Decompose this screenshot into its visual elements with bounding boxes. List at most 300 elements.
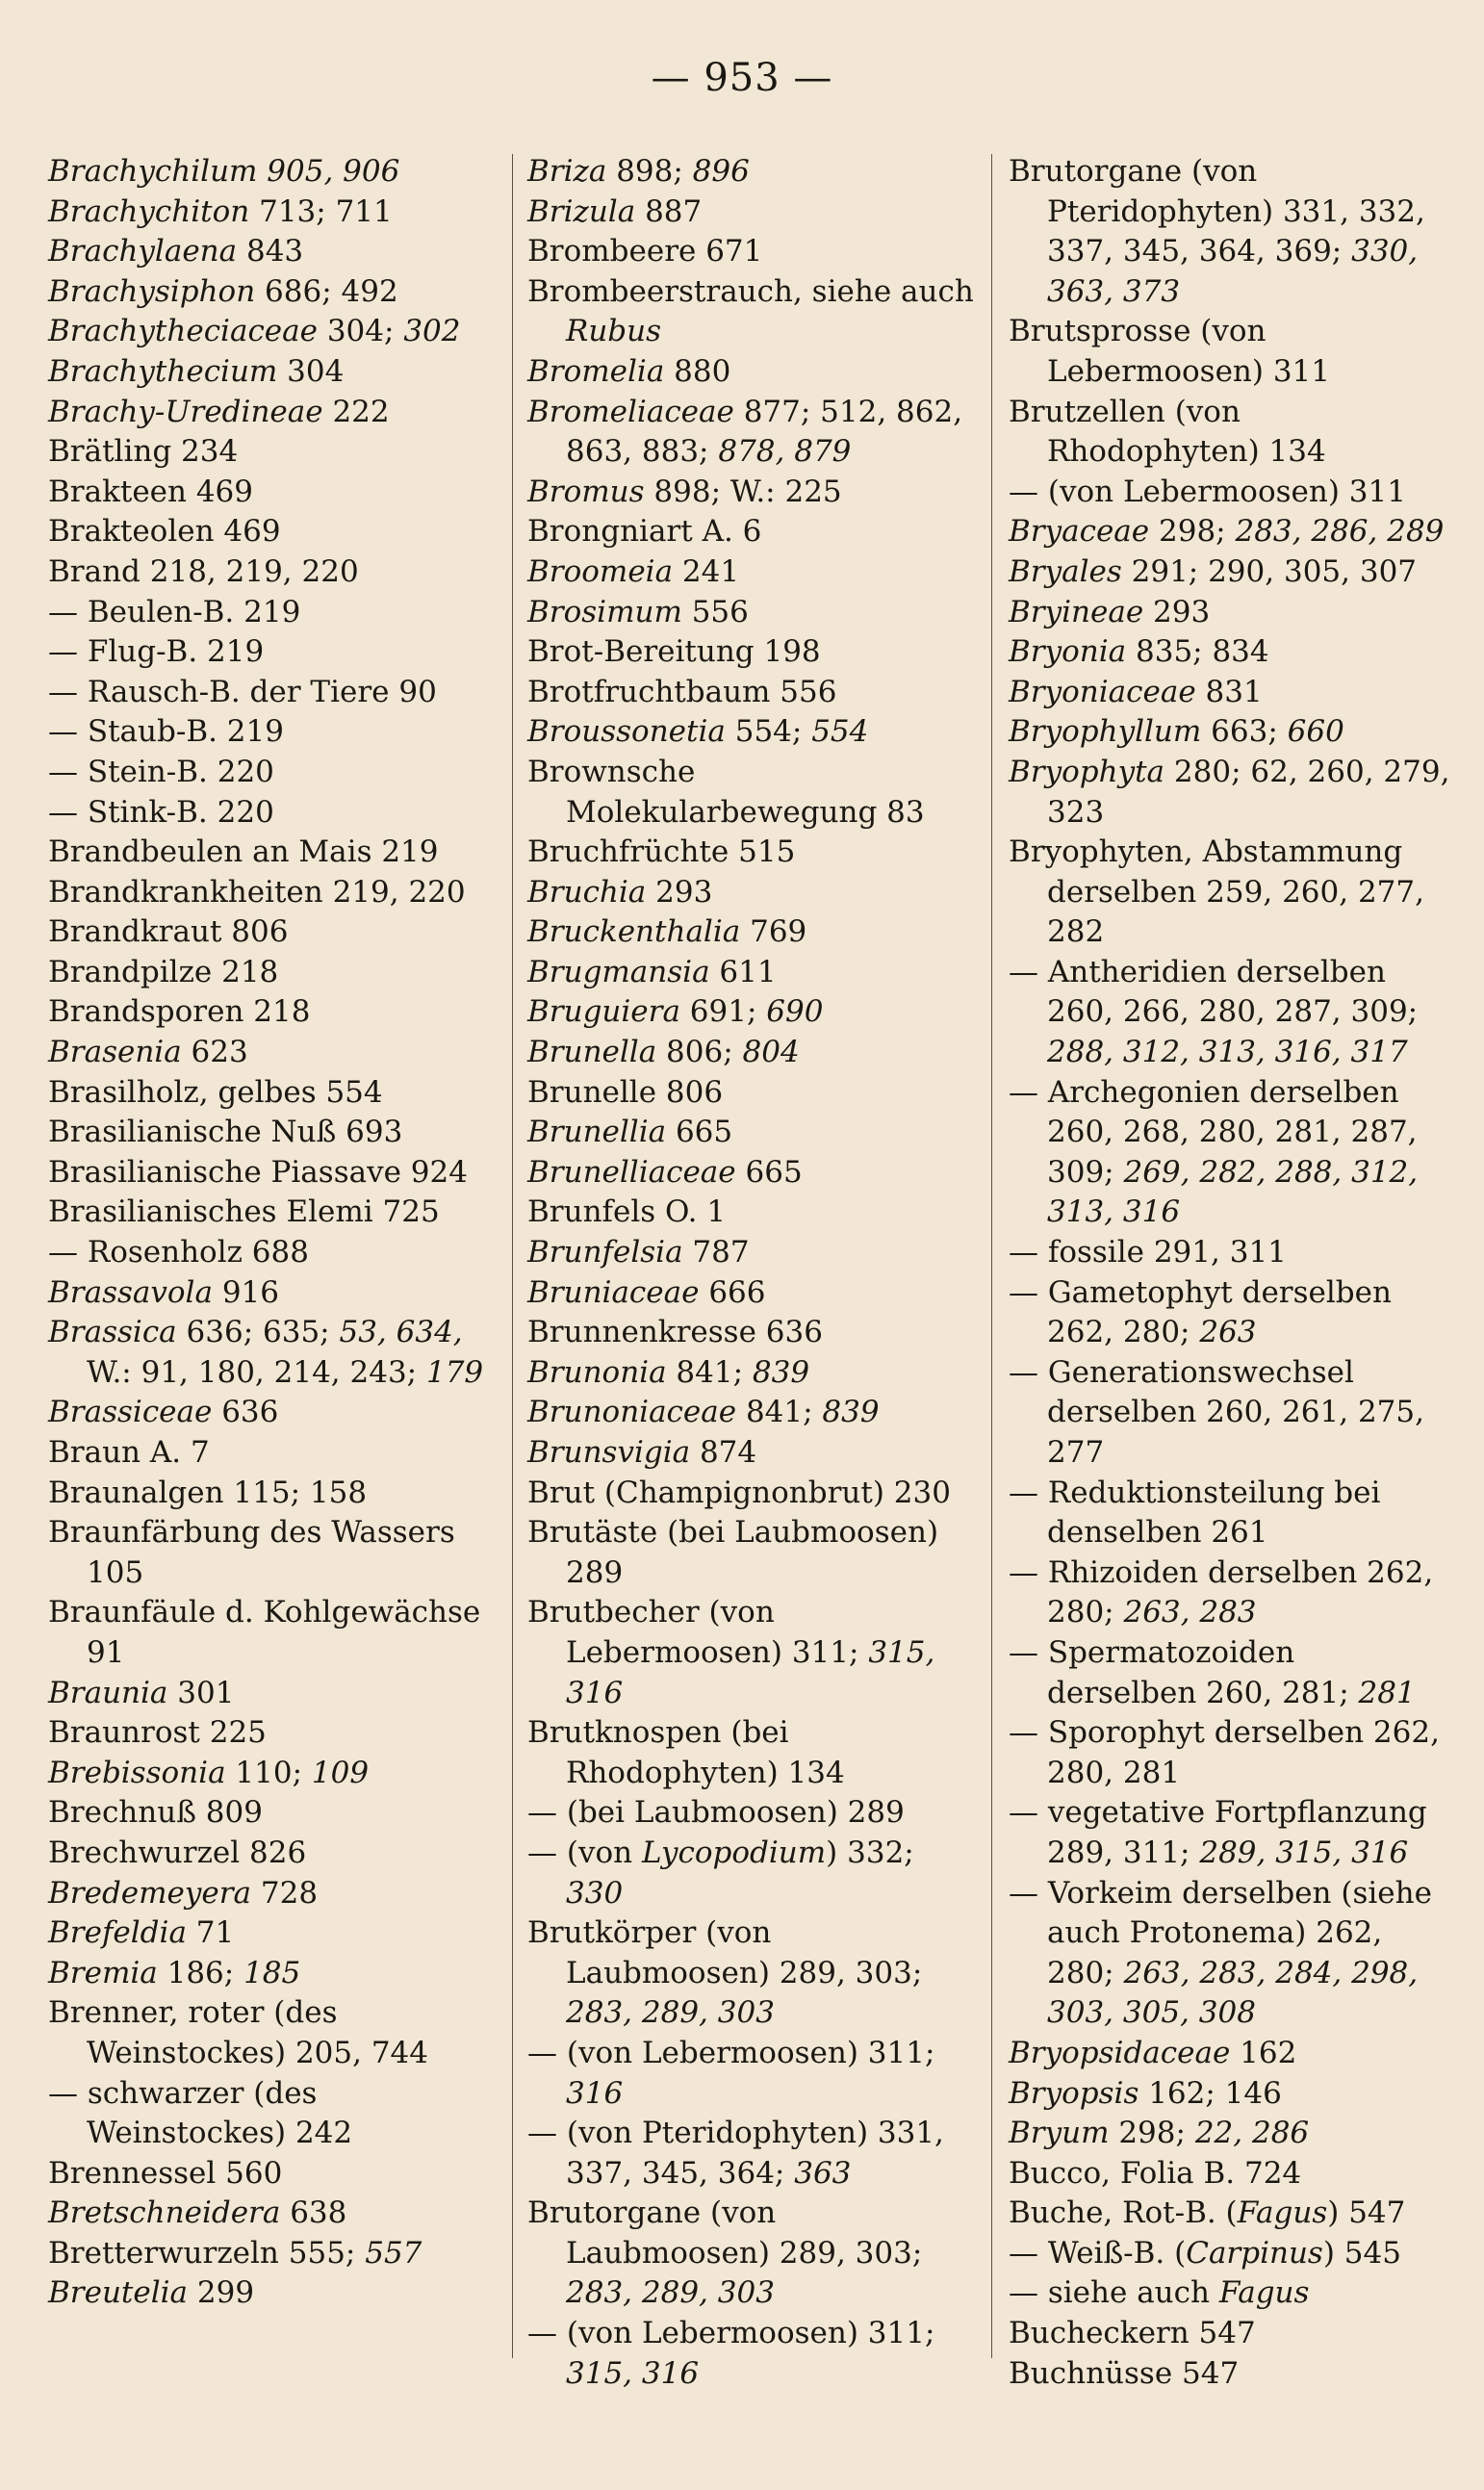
entry-text: 660 xyxy=(1287,714,1344,750)
entry-text: Brachychiton xyxy=(48,193,250,229)
index-entry xyxy=(1009,2194,1453,2234)
index-entry xyxy=(48,2273,510,2314)
index-entry xyxy=(1009,152,1453,312)
index-entry xyxy=(48,1713,510,1754)
entry-text: Brechnuß 809 xyxy=(48,1795,263,1831)
index-entry xyxy=(1009,753,1453,833)
entry-text: Brunelle 806 xyxy=(527,1074,724,1110)
entry-text: 880 xyxy=(664,353,731,389)
index-entry xyxy=(527,1313,975,1353)
index-entry xyxy=(1009,2314,1453,2354)
entry-text: 293 xyxy=(646,874,713,910)
entry-text: 835; 834 xyxy=(1126,634,1269,670)
index-entry xyxy=(1009,2154,1453,2195)
entry-text: Brutknospen (bei Rhodophyten) 134 xyxy=(527,1715,845,1790)
entry-text: — Flug-B. 219 xyxy=(48,634,265,670)
index-entry xyxy=(48,1033,510,1073)
entry-text: Bryopsis xyxy=(1009,2075,1139,2111)
entry-text: 638 xyxy=(280,2195,347,2231)
entry-text: Brotfruchtbaum 556 xyxy=(527,674,837,709)
index-entry xyxy=(48,1834,510,1874)
index-entry xyxy=(48,1273,510,1314)
index-entry xyxy=(1009,1553,1453,1633)
index-entry xyxy=(527,1273,975,1314)
entry-text: 557 xyxy=(365,2235,422,2271)
entry-text: 162 xyxy=(1230,2035,1297,2070)
entry-text: 691; xyxy=(679,994,767,1030)
index-entry xyxy=(527,1433,975,1474)
index-entry xyxy=(1009,2034,1453,2074)
entry-text: — Beulen-B. 219 xyxy=(48,594,301,629)
entry-text: 874 xyxy=(690,1435,757,1470)
entry-text: Bryineae xyxy=(1009,594,1144,629)
entry-text: Brownsche Molekularbewegung 83 xyxy=(527,754,925,830)
entry-text: Brachysiphon xyxy=(48,273,256,309)
entry-text: 291; 290, 305, 307 xyxy=(1121,553,1418,589)
entry-text: Brassiceae xyxy=(48,1395,213,1430)
entry-text: Brenner, roter (des Weinstockes) 205, 744 xyxy=(48,1995,428,2070)
entry-text: Bryales xyxy=(1009,553,1122,589)
entry-text: 623 xyxy=(181,1035,248,1070)
entry-text: Brefeldia xyxy=(48,1915,187,1951)
index-entry xyxy=(48,1674,510,1714)
entry-text: 728 xyxy=(251,1875,319,1911)
entry-text: 363 xyxy=(794,2155,852,2191)
index-entry xyxy=(527,712,975,753)
entry-text: Rubus xyxy=(566,314,662,349)
index-entry xyxy=(527,912,975,953)
index-column-1 xyxy=(48,152,510,2314)
index-entry xyxy=(527,1353,975,1394)
index-entry xyxy=(527,193,975,233)
entry-text: Brasenia xyxy=(48,1035,182,1070)
index-entry xyxy=(48,2074,510,2154)
entry-text: 283, 289, 303 xyxy=(566,2275,775,2311)
entry-text: 877; 512, 862, 863, 883; xyxy=(566,394,963,470)
entry-text: 263 xyxy=(1199,1315,1257,1350)
index-entry xyxy=(527,512,975,552)
entry-text: 263, 283, 284, 298, 303, 305, 308 xyxy=(1047,1955,1419,2031)
entry-text: 298; xyxy=(1149,514,1236,550)
entry-text: Bretschneidera xyxy=(48,2195,281,2231)
entry-text: Braunfäule d. Kohlgewächse 91 xyxy=(48,1595,481,1670)
entry-text: Carpinus xyxy=(1186,2235,1323,2271)
index-entry xyxy=(527,232,975,272)
index-entry xyxy=(527,473,975,513)
entry-text: 554 xyxy=(811,714,869,750)
index-entry xyxy=(48,1313,510,1393)
entry-text: — Antheridien derselben 260, 266, 280, 287, 309; xyxy=(1009,954,1419,1030)
entry-text: 841; xyxy=(666,1354,753,1390)
index-entry xyxy=(527,1793,975,1834)
entry-text: Brakteolen 469 xyxy=(48,514,281,550)
index-entry xyxy=(1009,552,1453,593)
entry-text: Bretterwurzeln 555; xyxy=(48,2235,366,2271)
entry-text: Buche, Rot-B. ( xyxy=(1009,2195,1238,2231)
entry-text: 316 xyxy=(566,2075,624,2111)
entry-text: 304 xyxy=(277,353,345,389)
entry-text: Brandpilze 218 xyxy=(48,954,279,989)
index-entry xyxy=(48,2194,510,2234)
entry-text: Breutelia xyxy=(48,2275,189,2311)
index-entry xyxy=(48,1153,510,1194)
entry-text: Lycopodium xyxy=(641,1835,827,1870)
entry-text: Brand 218, 219, 220 xyxy=(48,553,359,589)
entry-text: Brassica xyxy=(48,1315,177,1350)
index-entry xyxy=(48,512,510,552)
entry-text: — siehe auch xyxy=(1009,2275,1219,2311)
entry-text: Braun A. 7 xyxy=(48,1435,210,1470)
index-entry xyxy=(1009,1273,1453,1353)
index-entry xyxy=(48,352,510,393)
entry-text: Bryophyta xyxy=(1009,754,1165,789)
index-entry xyxy=(527,673,975,713)
entry-text: Brandbeulen an Mais 219 xyxy=(48,834,439,870)
entry-text: Brunonia xyxy=(527,1354,667,1390)
entry-text: Bucheckern 547 xyxy=(1009,2316,1256,2351)
index-entry xyxy=(527,1713,975,1793)
entry-text: 769 xyxy=(740,914,807,950)
entry-text: Fagus xyxy=(1237,2195,1328,2231)
entry-text: Braunfärbung des Wassers 105 xyxy=(48,1515,455,1590)
entry-text: — Vorkeim derselben (siehe auch Protonema) 262, 280; xyxy=(1009,1875,1432,1990)
entry-text: ) 332; xyxy=(826,1835,914,1870)
entry-text: — Stein-B. 220 xyxy=(48,754,274,789)
entry-text: 241 xyxy=(673,553,740,589)
entry-text: Bremia xyxy=(48,1955,158,1990)
entry-text: — Stink-B. 220 xyxy=(48,794,274,830)
entry-text: 690 xyxy=(766,994,824,1030)
index-entry xyxy=(1009,1793,1453,1873)
entry-text: — (bei Laubmoosen) 289 xyxy=(527,1795,905,1831)
entry-text: Brutäste (bei Laubmoosen) 289 xyxy=(527,1515,939,1590)
index-entry xyxy=(527,152,975,193)
entry-text: — Spermatozoiden derselben 260, 281; xyxy=(1009,1634,1359,1710)
index-entry xyxy=(527,2034,975,2114)
entry-text: Bromus xyxy=(527,474,645,509)
entry-text: Brutorgane (von Pteridophyten) 331, 332, 337, 345, 364, 369; xyxy=(1009,154,1425,270)
entry-text: Brandkrankheiten 219, 220 xyxy=(48,874,466,910)
entry-text: 109 xyxy=(311,1755,370,1790)
entry-text: Briza xyxy=(527,154,607,189)
entry-text: 280; 62, 260, 279, 323 xyxy=(1047,754,1450,830)
index-entry xyxy=(1009,1353,1453,1474)
index-entry xyxy=(48,193,510,233)
index-entry xyxy=(1009,953,1453,1073)
entry-text: 787 xyxy=(682,1235,750,1271)
entry-text: Bucco, Folia B. 724 xyxy=(1009,2155,1302,2191)
entry-text: 556 xyxy=(681,594,749,629)
index-entry xyxy=(48,1513,510,1593)
index-entry xyxy=(48,953,510,993)
entry-text: Bredemeyera xyxy=(48,1875,252,1911)
index-entry xyxy=(527,552,975,593)
entry-text: — Sporophyt derselben 262, 280, 281 xyxy=(1009,1715,1440,1790)
entry-text: Brachythecium xyxy=(48,353,278,389)
entry-text: — Gametophyt derselben 262, 280; xyxy=(1009,1274,1392,1350)
entry-text: Brot-Bereitung 198 xyxy=(527,634,821,670)
entry-text: 887 xyxy=(635,193,703,229)
entry-text: Brizula xyxy=(527,193,636,229)
entry-text: 636; 635; xyxy=(176,1315,340,1350)
entry-text: 281 xyxy=(1358,1675,1416,1710)
entry-text: 315, 316 xyxy=(566,1634,935,1710)
index-entry xyxy=(48,473,510,513)
index-column-3 xyxy=(1009,152,1453,2394)
index-entry xyxy=(48,1433,510,1474)
entry-text: Brandsporen 218 xyxy=(48,994,311,1030)
entry-text: Brasilholz, gelbes 554 xyxy=(48,1074,383,1110)
entry-text: 289, 315, 316 xyxy=(1199,1835,1409,1870)
entry-text: Brachy-Uredineae xyxy=(48,394,323,429)
entry-text: Bruckenthalia xyxy=(527,914,741,950)
entry-text: Brunnenkresse 636 xyxy=(527,1315,823,1350)
index-entry xyxy=(1009,632,1453,673)
entry-text: Brätling 234 xyxy=(48,434,239,470)
entry-text: ) 547 xyxy=(1327,2195,1406,2231)
entry-text: 222 xyxy=(322,394,390,429)
index-entry xyxy=(527,1153,975,1194)
entry-text: Braunia xyxy=(48,1675,168,1710)
index-entry xyxy=(48,152,510,193)
index-entry xyxy=(527,833,975,873)
entry-text: 263, 283 xyxy=(1123,1595,1257,1630)
entry-text: 554; xyxy=(725,714,812,750)
index-entry xyxy=(48,753,510,793)
entry-text: 665 xyxy=(666,1115,733,1150)
index-entry xyxy=(48,1233,510,1273)
entry-text: Bruchia xyxy=(527,874,647,910)
page-number: — 953 — xyxy=(651,56,833,100)
entry-text: 839 xyxy=(752,1354,810,1390)
index-entry xyxy=(48,673,510,713)
entry-text: Brennessel 560 xyxy=(48,2155,283,2191)
index-entry xyxy=(48,2154,510,2195)
entry-text: — Archegonien derselben 260, 268, 280, 281, 287, 309; xyxy=(1009,1074,1418,1190)
entry-text: Braunalgen 115; 158 xyxy=(48,1475,368,1510)
entry-text: ) 545 xyxy=(1322,2235,1401,2271)
index-entry xyxy=(1009,2234,1453,2274)
entry-text: Brachylaena xyxy=(48,234,238,270)
index-entry xyxy=(48,793,510,834)
index-entry xyxy=(48,632,510,673)
entry-text: Brandkraut 806 xyxy=(48,914,289,950)
entry-text: Brutkörper (von Laubmoosen) 289, 303; xyxy=(527,1915,923,1990)
index-entry xyxy=(527,1593,975,1713)
entry-text: Brachychilum 905, 906 xyxy=(48,154,400,189)
index-entry xyxy=(48,393,510,433)
entry-text: Brakteen 469 xyxy=(48,474,254,509)
entry-text: Bromelia xyxy=(527,353,665,389)
entry-text: 839 xyxy=(822,1395,880,1430)
entry-text: 831 xyxy=(1195,674,1263,709)
entry-text: — vegetative Fortpflanzung 289, 311; xyxy=(1009,1795,1427,1870)
entry-text: Brunfels O. 1 xyxy=(527,1194,727,1230)
index-entry xyxy=(527,1913,975,2034)
entry-text: 330, 363, 373 xyxy=(1047,234,1419,309)
entry-text: Brutbecher (von Lebermoosen) 311; xyxy=(527,1595,869,1670)
entry-text: 302 xyxy=(403,314,461,349)
entry-text: 611 xyxy=(709,954,777,989)
index-entry xyxy=(1009,512,1453,552)
entry-text: 269, 282, 288, 312, 313, 316 xyxy=(1047,1154,1419,1230)
index-entry xyxy=(48,833,510,873)
entry-text: 288, 312, 313, 316, 317 xyxy=(1047,1035,1408,1070)
index-entry xyxy=(527,753,975,833)
entry-text: 841; xyxy=(736,1395,823,1430)
entry-text: Bryonia xyxy=(1009,634,1127,670)
entry-text: — Rosenholz 688 xyxy=(48,1235,309,1271)
index-entry xyxy=(1009,2354,1453,2395)
entry-text: 298; xyxy=(1109,2116,1195,2151)
entry-text: — Generationswechsel derselben 260, 261, 275, 277 xyxy=(1009,1354,1424,1470)
entry-text: Brombeere 671 xyxy=(527,234,763,270)
index-entry xyxy=(1009,1474,1453,1553)
index-entry xyxy=(1009,673,1453,713)
index-entry xyxy=(1009,393,1453,473)
index-entry xyxy=(48,232,510,272)
entry-text: — Reduktionsteilung bei denselben 261 xyxy=(1009,1475,1381,1551)
index-entry xyxy=(527,352,975,393)
entry-text: Bryoniaceae xyxy=(1009,674,1196,709)
entry-text: Brebissonia xyxy=(48,1755,226,1790)
index-entry xyxy=(48,2234,510,2274)
entry-text: — Rhizoiden derselben 262, 280; xyxy=(1009,1554,1434,1630)
entry-text: 686; 492 xyxy=(255,273,398,309)
entry-text: 806; xyxy=(656,1035,743,1070)
index-entry xyxy=(527,953,975,993)
entry-text: 898; xyxy=(606,154,693,189)
column-divider xyxy=(991,154,992,2358)
entry-text: Brasilianische Piassave 924 xyxy=(48,1154,468,1190)
index-entry xyxy=(527,1113,975,1153)
index-entry xyxy=(48,432,510,473)
entry-text: — (von Lebermoosen) 311; xyxy=(527,2035,935,2070)
entry-text: Brutsprosse (von Lebermoosen) 311 xyxy=(1009,314,1331,389)
index-entry xyxy=(527,2114,975,2194)
index-entry xyxy=(1009,2114,1453,2154)
index-entry xyxy=(48,1113,510,1153)
column-divider xyxy=(512,154,513,2358)
index-entry xyxy=(1009,1073,1453,1233)
index-entry xyxy=(527,2314,975,2394)
entry-text: 665 xyxy=(735,1154,803,1190)
index-entry xyxy=(48,912,510,953)
index-entry xyxy=(48,992,510,1033)
entry-text: 283, 289, 303 xyxy=(566,1995,775,2031)
entry-text: Brassavola xyxy=(48,1274,213,1310)
entry-text: 299 xyxy=(188,2275,255,2311)
index-entry xyxy=(48,1073,510,1114)
entry-text: W.: 91, 180, 214, 243; xyxy=(87,1354,426,1390)
entry-text: 916 xyxy=(212,1274,279,1310)
entry-text: Brut (Champignonbrut) 230 xyxy=(527,1475,951,1510)
entry-text: 22, 286 xyxy=(1194,2116,1310,2151)
index-entry xyxy=(527,1073,975,1114)
index-column-2 xyxy=(527,152,975,2394)
entry-text: Brongniart A. 6 xyxy=(527,514,762,550)
index-entry xyxy=(48,1954,510,1994)
index-entry xyxy=(48,873,510,913)
index-entry xyxy=(48,552,510,593)
entry-text: — (von Pteridophyten) 331, 337, 345, 364; xyxy=(527,2116,944,2191)
index-entry xyxy=(527,632,975,673)
entry-text: Brunellia xyxy=(527,1115,667,1150)
entry-text: — Rausch-B. der Tiere 90 xyxy=(48,674,437,709)
entry-text: Brunsvigia xyxy=(527,1435,691,1470)
index-entry xyxy=(527,992,975,1033)
entry-text: Braunrost 225 xyxy=(48,1715,267,1751)
entry-text: 636 xyxy=(212,1395,279,1430)
index-entry xyxy=(48,1793,510,1834)
entry-text: Buchnüsse 547 xyxy=(1009,2355,1240,2391)
entry-text: Brunelliaceae xyxy=(527,1154,736,1190)
entry-text: Brunfelsia xyxy=(527,1235,683,1271)
entry-text: Bryophyten, Abstammung derselben 259, 260, 277, 282 xyxy=(1009,834,1424,950)
index-entry xyxy=(48,1593,510,1673)
entry-text: Bryopsidaceae xyxy=(1009,2035,1231,2070)
index-entry xyxy=(1009,1233,1453,1273)
entry-text: 110; xyxy=(225,1755,312,1790)
entry-text: 162; 146 xyxy=(1139,2075,1282,2111)
entry-text: Brasilianische Nuß 693 xyxy=(48,1115,403,1150)
index-entry xyxy=(1009,473,1453,513)
index-entry xyxy=(48,312,510,352)
entry-text: 293 xyxy=(1143,594,1211,629)
entry-text: Brasilianisches Elemi 725 xyxy=(48,1194,440,1230)
entry-text: 713; 711 xyxy=(249,193,393,229)
entry-text: 898; W.: 225 xyxy=(644,474,842,509)
entry-text: 896 xyxy=(692,154,750,189)
index-entry xyxy=(1009,1874,1453,2034)
entry-text: Bruniaceae xyxy=(527,1274,700,1310)
entry-text: Bryum xyxy=(1009,2116,1110,2151)
entry-text: 663; xyxy=(1201,714,1288,750)
index-entry xyxy=(48,593,510,633)
entry-text: Brosimum xyxy=(527,594,682,629)
entry-text: — (von Lebermoosen) 311; xyxy=(527,2316,935,2351)
entry-text: Brunoniaceae xyxy=(527,1395,737,1430)
index-entry xyxy=(1009,712,1453,753)
entry-text: Brombeerstrauch, siehe auch xyxy=(527,273,974,309)
index-entry xyxy=(48,1993,510,2073)
entry-text: Bryophyllum xyxy=(1009,714,1202,750)
entry-text: — schwarzer (des Weinstockes) 242 xyxy=(48,2075,353,2151)
index-entry xyxy=(48,1913,510,1954)
index-entry xyxy=(527,1193,975,1233)
entry-text: Broomeia xyxy=(527,553,674,589)
entry-text: Bruchfrüchte 515 xyxy=(527,834,796,870)
index-entry xyxy=(527,1393,975,1433)
entry-text: 179 xyxy=(425,1354,484,1390)
index-entry xyxy=(527,1474,975,1514)
entry-text: Brachytheciaceae xyxy=(48,314,318,349)
index-entry xyxy=(1009,2074,1453,2115)
index-entry xyxy=(527,1233,975,1273)
index-entry xyxy=(527,593,975,633)
entry-text: 301 xyxy=(167,1675,235,1710)
entry-text: 878, 879 xyxy=(718,434,852,470)
entry-text: 71 xyxy=(186,1915,235,1951)
index-entry xyxy=(48,272,510,313)
index-entry xyxy=(1009,833,1453,953)
entry-text: 330 xyxy=(566,1875,624,1911)
index-entry xyxy=(1009,1633,1453,1713)
entry-text: Broussonetia xyxy=(527,714,726,750)
index-entry xyxy=(1009,2273,1453,2314)
entry-text: Brechwurzel 826 xyxy=(48,1835,307,1870)
entry-text: 666 xyxy=(699,1274,766,1310)
